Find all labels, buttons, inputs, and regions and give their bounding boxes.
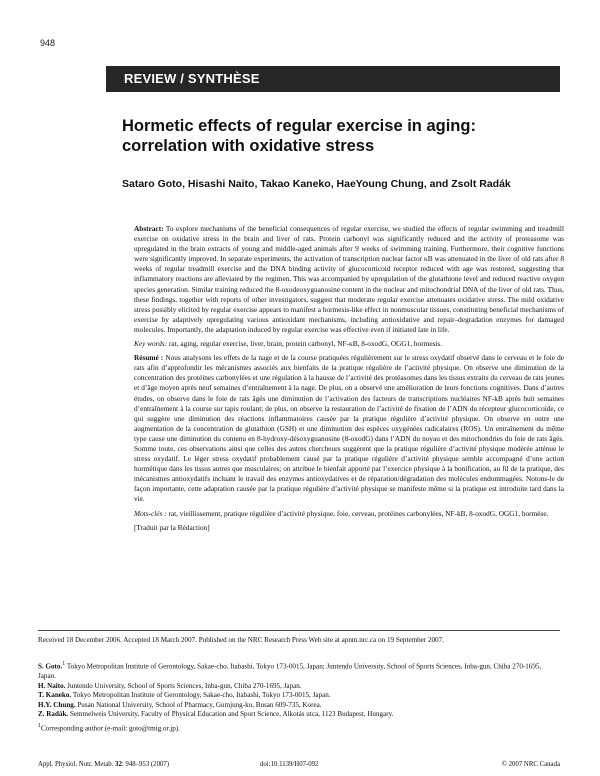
article-title: Hormetic effects of regular exercise in aging: correlation with oxidative stress: [122, 117, 476, 155]
affiliation-naito: [38, 682, 560, 692]
affiliation-radak: [38, 710, 560, 720]
corresponding-sup: 1: [38, 722, 41, 729]
abstract-label: Abstract:: [134, 224, 164, 233]
corresponding-author: [38, 722, 560, 734]
footer-pages: : 948–953 (2007): [121, 761, 170, 768]
resume-paragraph: [134, 353, 564, 504]
footer-journal: Appl. Physiol. Nutr. Metab.: [38, 761, 114, 768]
translation-note: [Traduit par la Rédaction]: [134, 522, 210, 532]
author-list: Sataro Goto, Hisashi Naito, Takao Kaneko, HaeYoung Chung, and Zsolt Radák: [122, 178, 511, 190]
abstract-paragraph: [134, 224, 564, 335]
affiliation-chung: [38, 701, 560, 711]
affiliation-name: Z. Radák.: [38, 710, 69, 719]
motscles-text: rat, vieillissement, pratique régulière d’activité physique, foie, cerveau, protéines carbonylées, NF-kB, 8-oxodG, OGG1, hormèse.: [168, 508, 549, 518]
resume-label: Résumé :: [134, 353, 164, 363]
motscles-paragraph: [134, 509, 564, 519]
section-banner: [106, 66, 560, 92]
abstract-text: To explore mechanisms of the beneficial consequences of regular exercise, we studied the effects of regular swimming and treadmill exercise on oxidative stress in the brain and liver of rats. Protein carbonyl was significantly reduced and the activity of proteasome was upregulated in the brain extracts of young and middle-aged animals after 9 weeks of swimming training. Furthermore, their cognitive functions were significantly improved. In separate experiments, the activation of transcription nuclear factor κB was attenuated in the liver of old rats after 8 weeks of regular treadmill exercise and the DNA binding activity of glucocorticoid receptor reduced with age was restored, suggesting that inflammatory reactions are alleviated by the regimen. This was accompanied by upregulation of the glutathione level and reduced reactive oxygen species generation. Similar training reduced the 8-oxodeoxyguanosine content in the nuclear and mitochondrial DNA of the liver of old rats. Thus, these findings, together with reports of other investigators, suggest that moderate regular exercise attenuates oxidative stress. The mild oxidative stress possibly elicited by regular exercise appears to manifest a hormesis-like effect in nonmuscular tissues, constituting beneficial mechanisms of exercise by adaptively upregulating various antioxidant mechanisms, including antioxidative and repair–degradation enzymes for damaged molecules. Importantly, the adaptation induced by regular exercise was effective even if initiated late in life.: [134, 224, 564, 334]
footer-copyright: © 2007 NRC Canada: [501, 761, 560, 768]
received-dates: [38, 636, 560, 646]
affiliation-text: Tokyo Metropolitan Institute of Gerontology, Sakae-cho, Itabashi, Tokyo 173-0015, Japan.: [71, 691, 331, 700]
motscles-label: Mots-clés :: [134, 508, 167, 518]
affiliation-text: Juntendo University, School of Sports Sciences, Inba-gun, Chiba 270-1695, Japan.: [65, 681, 302, 690]
affiliation-name: S. Goto.: [38, 662, 63, 671]
affiliation-kaneko: [38, 691, 560, 701]
keywords-label: Key words:: [134, 339, 168, 349]
footer-doi: doi:10.1139/H07-092: [260, 761, 319, 768]
keywords-paragraph: [134, 339, 564, 349]
affiliation-list: [38, 660, 560, 734]
affiliation-goto: [38, 660, 560, 682]
footnote-divider: [38, 630, 560, 631]
page-footer: [38, 761, 560, 771]
affiliation-sup: 1: [62, 661, 66, 667]
resume-text: Nous analysons les effets de la nage et de la course pratiquées régulièrement sur le stress oxydatif observé dans le cerveau et le foie de rats afin d’approfondir les mécanismes associés aux bienfaits de la pratique régulière de l’activité physique. On observe une diminution de la concentration des protéines carbonylées et une régulation à la hausse de l’activité des protéasomes dans les tissus extraits du cerveau de rats jeunes et d’âge moyen après neuf semaines d’entraînement à la nage. De plus, on a observé une amélioration de leurs fonctions cognitives. Dans d’autres études, on observe dans le foie de rats âgés une diminution de l’activation des facteurs de transcriptions nucléaires NF-kB après huit semaines d’entraînement à la course sur tapis roulant; de plus, on observe la restauration de l’activité de fixation de l’ADN du récepteur glucocorticoïde, ce qui suggère une diminution des réactions inflammatoires causée par la pratique régulière d’activité physique. On observe en outre une augmentation de la concentration de glutathion (GSH) et une diminution des espèces oxygénées radicalaires (ROS). Un entraînement du même type cause une diminution du contenu en 8-hydroxy-désoxyguanosine (8-oxodG) dans l’ADN du noyau et des mitochondries du foie de rats âgés. Somme toute, ces observations ainsi que celles des autres chercheurs suggèrent que la pratique régulière d’activité physique modérée atténue le stress oxydatif. Le léger stress oxydatif probablement causé par la pratique régulière d’activité physique semble accompagné d’une action hormétique dans les tissus autres que musculaires; on attribue le bienfait apporté par l’exercice physique à la bonification, au fil de la pratique, des mécanismes antioxydatifs incluant le travail des enzymes antioxydatives et de réparation/dégradation des molécules endommagées. Notons-le de façon importante, cette adaptation causée par la pratique régulière d’activité physique se manifeste même si la pratique est introduite tard dans la vie.: [134, 353, 564, 504]
footer-citation: [38, 761, 169, 768]
received-text: Received 18 December 2006. Accepted 18 March 2007. Published on the NRC Research Press Web site at apnm.nrc.ca on 19 September 2007.: [38, 636, 444, 644]
affiliation-text: Semmelweis University, Faculty of Physical Education and Sport Science, Alkotás utca, 1123 Budapest, Hungary.: [68, 710, 394, 719]
abstract-block: [134, 224, 564, 537]
page-number: 948: [40, 38, 56, 48]
affiliation-name: H.Y. Chung.: [38, 700, 76, 709]
affiliation-text: Tokyo Metropolitan Institute of Gerontology, Sakae-cho, Itabashi, Tokyo 173-0015, Japan; Juntendo University, School of Sports Sciences, Inba-gun, Chiba 270-1695, Japan.: [38, 662, 542, 680]
affiliation-text: Pusan National University, School of Pharmacy, Gumjung-ku, Busan 609-735, Korea.: [75, 700, 322, 709]
corresponding-text: Corresponding author (e-mail: goto@tmig.or.jp).: [40, 724, 180, 733]
keywords-text: rat, aging, regular exercise, liver, brain, protein carbonyl, NF-κB, 8-oxodG, OGG1, hormesis.: [169, 339, 443, 349]
affiliation-name: H. Naito.: [38, 681, 66, 690]
footer-volume: 32: [115, 761, 122, 768]
affiliation-name: T. Kaneko.: [38, 691, 72, 700]
section-label: REVIEW / SYNTHÈSE: [124, 71, 260, 86]
